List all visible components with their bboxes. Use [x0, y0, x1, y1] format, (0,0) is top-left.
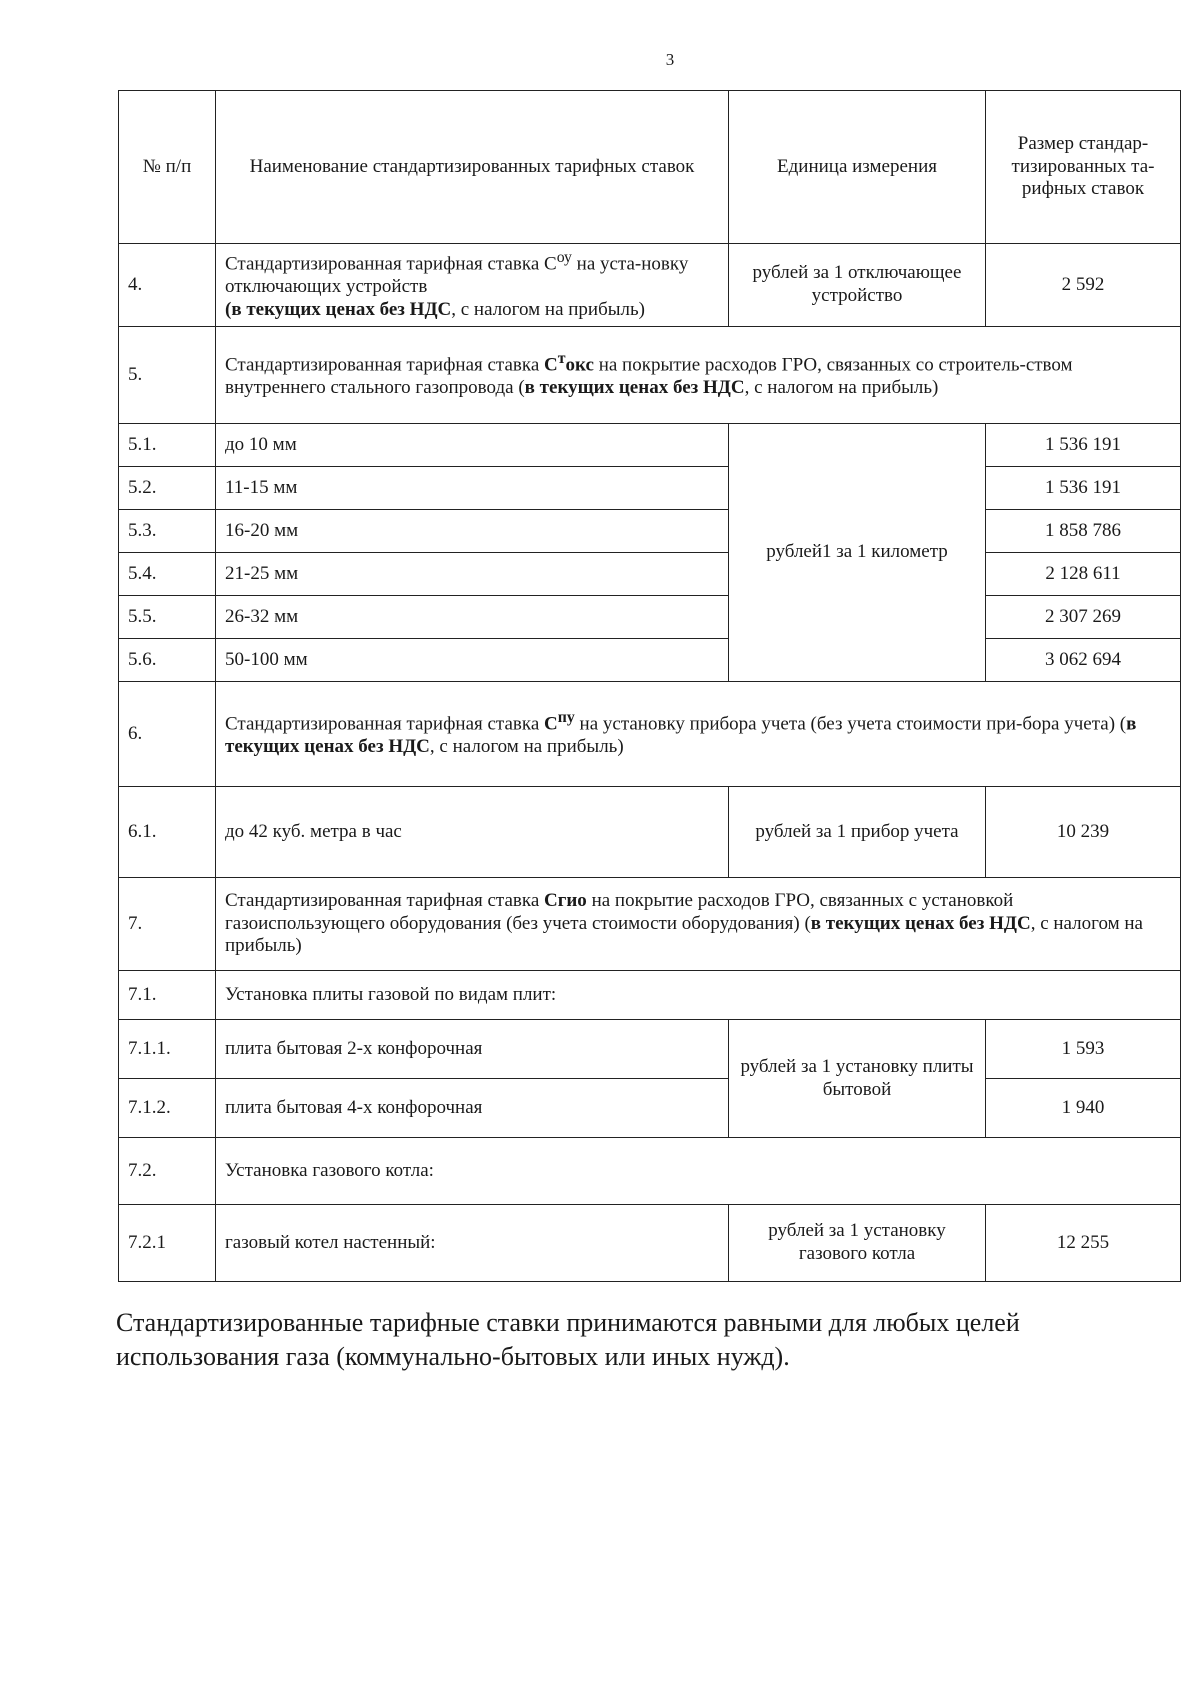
row-num: 7.1.2.	[119, 1079, 216, 1138]
table-row	[119, 424, 1181, 467]
table-header-row	[119, 91, 1181, 244]
row-name: 16-20 мм	[216, 510, 729, 553]
row-num: 5.4.	[119, 553, 216, 596]
row-name: 21-25 мм	[216, 553, 729, 596]
table-row	[119, 1138, 1181, 1205]
row-value: 3 062 694	[986, 639, 1181, 682]
footer-note: Стандартизированные тарифные ставки принимаются равными для любых целей использования газа (коммунально-бытовых или иных нужд).	[116, 1308, 1020, 1371]
row-value: 1 940	[986, 1079, 1181, 1138]
row-name: Стандартизированная тарифная ставка Сгио на покрытие расходов ГРО, связанных с установкой газоиспользующего оборудования (без учета стоимости оборудования) (в текущих ценах без НДС, с налогом на прибыль)	[216, 878, 1181, 971]
table-row	[119, 682, 1181, 787]
row-unit: рублей за 1 установку газового котла	[729, 1205, 986, 1282]
table-row	[119, 787, 1181, 878]
row-name: 50-100 мм	[216, 639, 729, 682]
header-name: Наименование стандартизированных тарифных ставок	[216, 91, 729, 244]
row-num: 5.2.	[119, 467, 216, 510]
row-value: 10 239	[986, 787, 1181, 878]
row-name: газовый котел настенный:	[216, 1205, 729, 1282]
row-value: 1 593	[986, 1020, 1181, 1079]
row-name: плита бытовая 2-х конфорочная	[216, 1020, 729, 1079]
table-row	[119, 971, 1181, 1020]
row-unit: рублей1 за 1 километр	[729, 424, 986, 682]
table-row	[119, 1020, 1181, 1079]
row-unit: рублей за 1 установку плиты бытовой	[729, 1020, 986, 1138]
table-row	[119, 553, 1181, 596]
table-row	[119, 596, 1181, 639]
header-size: Размер стандар-тизированных та-рифных ставок	[986, 91, 1181, 244]
row-num: 5.6.	[119, 639, 216, 682]
row-name: Стандартизированная тарифная ставка $С^{оу}$ на уста-новку отключающих устройств (в текущих ценах без НДС, с налогом на прибыль)	[216, 244, 729, 327]
row-num: 4.	[119, 244, 216, 327]
tariff-table	[118, 90, 1181, 1282]
row-num: 5.	[119, 327, 216, 424]
row-num: 6.1.	[119, 787, 216, 878]
table-row	[119, 244, 1181, 327]
row-name: 11-15 мм	[216, 467, 729, 510]
row-num: 7.1.1.	[119, 1020, 216, 1079]
row-value: 2 307 269	[986, 596, 1181, 639]
table-row	[119, 878, 1181, 971]
table-row	[119, 1205, 1181, 1282]
row-num: 7.	[119, 878, 216, 971]
table-row	[119, 510, 1181, 553]
row-num: 6.	[119, 682, 216, 787]
row-value: 1 858 786	[986, 510, 1181, 553]
row-unit: рублей за 1 отключающее устройство	[729, 244, 986, 327]
row-value: 2 128 611	[986, 553, 1181, 596]
row-name: 26-32 мм	[216, 596, 729, 639]
table-row	[119, 1079, 1181, 1138]
row-name: до 42 куб. метра в час	[216, 787, 729, 878]
page-number: 3	[665, 50, 675, 69]
row-name: Стандартизированная тарифная ставка $С^токс$ на покрытие расходов ГРО, связанных со строитель-ством внутреннего стального газопровода (в текущих ценах без НДС, с налогом на прибыль)	[216, 327, 1181, 424]
row-name: Стандартизированная тарифная ставка $С^{пу}$ на установку прибора учета (без учета стоимости при-бора учета) (в текущих ценах без НДС, с налогом на прибыль)	[216, 682, 1181, 787]
row-value: 1 536 191	[986, 467, 1181, 510]
row-value: 1 536 191	[986, 424, 1181, 467]
row-num: 7.1.	[119, 971, 216, 1020]
row-value: 12 255	[986, 1205, 1181, 1282]
header-unit: Единица измерения	[729, 91, 986, 244]
row-unit: рублей за 1 прибор учета	[729, 787, 986, 878]
row-name: Установка газового котла:	[216, 1138, 1181, 1205]
row-num: 5.5.	[119, 596, 216, 639]
header-num: № п/п	[119, 91, 216, 244]
table-row	[119, 327, 1181, 424]
row-name: Установка плиты газовой по видам плит:	[216, 971, 1181, 1020]
table-row	[119, 467, 1181, 510]
row-num: 7.2.1	[119, 1205, 216, 1282]
row-num: 5.3.	[119, 510, 216, 553]
row-num: 7.2.	[119, 1138, 216, 1205]
row-name: до 10 мм	[216, 424, 729, 467]
row-value: 2 592	[986, 244, 1181, 327]
row-name: плита бытовая 4-х конфорочная	[216, 1079, 729, 1138]
table-row	[119, 639, 1181, 682]
row-num: 5.1.	[119, 424, 216, 467]
